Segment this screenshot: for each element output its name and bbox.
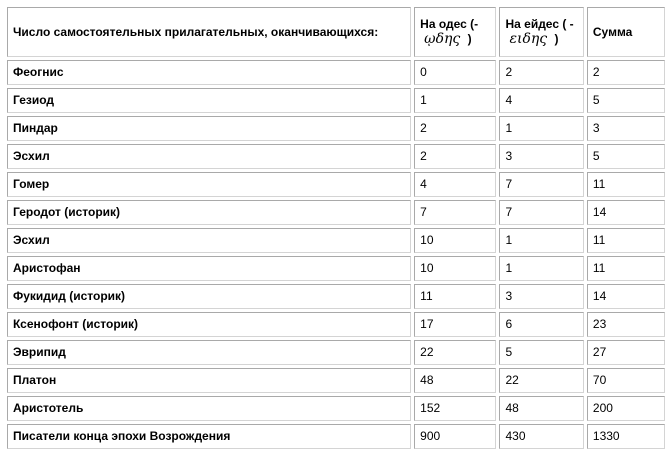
- header-odes: [414, 7, 496, 57]
- odes-count-cell: 17: [414, 312, 496, 337]
- table-body: [7, 60, 665, 449]
- author-cell: Феогнис: [7, 60, 411, 85]
- sum-cell: 11: [587, 256, 665, 281]
- table-row: [7, 312, 665, 337]
- eides-count-cell: 48: [499, 396, 583, 421]
- odes-count-cell: 1: [414, 88, 496, 113]
- header-eides: [499, 7, 583, 57]
- header-odes-greek: ῳδης: [424, 31, 461, 47]
- author-cell: Эврипид: [7, 340, 411, 365]
- table-row: [7, 340, 665, 365]
- author-cell: Платон: [7, 368, 411, 393]
- odes-count-cell: 10: [414, 256, 496, 281]
- sum-cell: 200: [587, 396, 665, 421]
- sum-cell: 23: [587, 312, 665, 337]
- header-eides-suffix: ): [554, 32, 559, 46]
- adjective-endings-table: [4, 4, 668, 452]
- header-adjective-count: Число самостоятельных прилагательных, оканчивающихся:: [7, 7, 411, 57]
- eides-count-cell: 430: [499, 424, 583, 449]
- sum-cell: 11: [587, 172, 665, 197]
- sum-cell: 5: [587, 88, 665, 113]
- table-row: [7, 368, 665, 393]
- odes-count-cell: 4: [414, 172, 496, 197]
- sum-cell: 5: [587, 144, 665, 169]
- odes-count-cell: 11: [414, 284, 496, 309]
- header-odes-suffix: ): [467, 32, 472, 46]
- header-sum: Сумма: [587, 7, 665, 57]
- eides-count-cell: 3: [499, 284, 583, 309]
- table-row: [7, 88, 665, 113]
- table-row: [7, 60, 665, 85]
- header-odes-prefix: На одес (-: [420, 17, 479, 31]
- author-cell: Писатели конца эпохи Возрождения: [7, 424, 411, 449]
- eides-count-cell: 2: [499, 60, 583, 85]
- odes-count-cell: 2: [414, 116, 496, 141]
- sum-cell: 70: [587, 368, 665, 393]
- sum-cell: 14: [587, 200, 665, 225]
- table-row: [7, 396, 665, 421]
- eides-count-cell: 1: [499, 116, 583, 141]
- table-row: [7, 200, 665, 225]
- eides-count-cell: 7: [499, 172, 583, 197]
- table-row: [7, 172, 665, 197]
- table-row: [7, 144, 665, 169]
- eides-count-cell: 4: [499, 88, 583, 113]
- odes-count-cell: 7: [414, 200, 496, 225]
- odes-count-cell: 22: [414, 340, 496, 365]
- sum-cell: 3: [587, 116, 665, 141]
- author-cell: Геродот (историк): [7, 200, 411, 225]
- table-row: [7, 256, 665, 281]
- author-cell: Гомер: [7, 172, 411, 197]
- author-cell: Эсхил: [7, 144, 411, 169]
- odes-count-cell: 152: [414, 396, 496, 421]
- eides-count-cell: 1: [499, 228, 583, 253]
- author-cell: Эсхил: [7, 228, 411, 253]
- table-row: [7, 424, 665, 449]
- sum-cell: 14: [587, 284, 665, 309]
- author-cell: Аристофан: [7, 256, 411, 281]
- author-cell: Гезиод: [7, 88, 411, 113]
- eides-count-cell: 1: [499, 256, 583, 281]
- odes-count-cell: 10: [414, 228, 496, 253]
- sum-cell: 1330: [587, 424, 665, 449]
- sum-cell: 11: [587, 228, 665, 253]
- sum-cell: 2: [587, 60, 665, 85]
- table-row: [7, 228, 665, 253]
- author-cell: Аристотель: [7, 396, 411, 421]
- odes-count-cell: 900: [414, 424, 496, 449]
- odes-count-cell: 2: [414, 144, 496, 169]
- table-row: [7, 284, 665, 309]
- odes-count-cell: 48: [414, 368, 496, 393]
- author-cell: Фукидид (историк): [7, 284, 411, 309]
- table-row: [7, 116, 665, 141]
- author-cell: Пиндар: [7, 116, 411, 141]
- header-eides-prefix: На ейдес ( -: [505, 17, 574, 31]
- odes-count-cell: 0: [414, 60, 496, 85]
- eides-count-cell: 22: [499, 368, 583, 393]
- table-container: [4, 4, 668, 452]
- eides-count-cell: 7: [499, 200, 583, 225]
- sum-cell: 27: [587, 340, 665, 365]
- eides-count-cell: 3: [499, 144, 583, 169]
- eides-count-cell: 5: [499, 340, 583, 365]
- eides-count-cell: 6: [499, 312, 583, 337]
- header-eides-greek: ειδης: [509, 31, 548, 47]
- header-row: [7, 7, 665, 57]
- author-cell: Ксенофонт (историк): [7, 312, 411, 337]
